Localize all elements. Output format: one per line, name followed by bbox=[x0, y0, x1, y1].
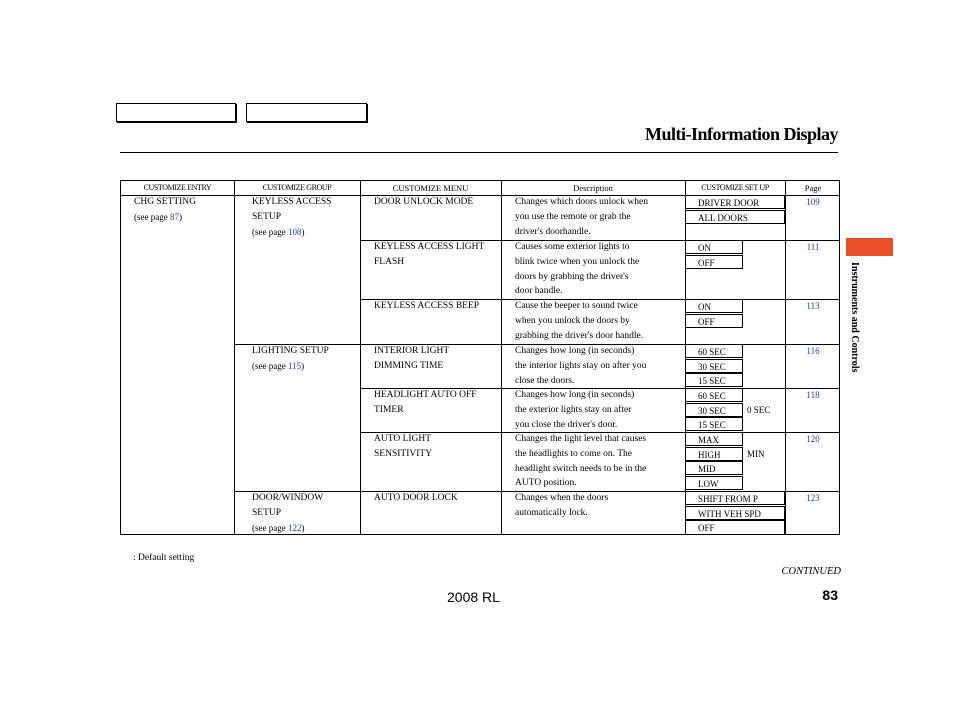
menu-interior-dimming: INTERIOR LIGHT DIMMING TIME bbox=[374, 346, 450, 371]
title-rule bbox=[120, 152, 838, 153]
desc-auto-door-lock: Changes when the doors automatically lock. bbox=[515, 493, 609, 518]
menu-keyless-light-flash: KEYLESS ACCESS LIGHT FLASH bbox=[374, 242, 485, 267]
model-label: 2008 RL bbox=[447, 589, 500, 605]
option-high[interactable]: HIGH bbox=[685, 447, 743, 461]
header-customize-entry: CUSTOMIZE ENTRY bbox=[143, 183, 212, 192]
group-lighting: LIGHTING SETUP (see page 115) bbox=[252, 346, 329, 371]
group-keyless: KEYLESS ACCESS SETUP (see page 108) bbox=[252, 197, 332, 237]
option-60-sec[interactable]: 60 SEC bbox=[685, 344, 743, 358]
page-link-118[interactable]: 118 bbox=[806, 390, 820, 400]
desc-auto-light-sensitivity: Changes the light level that causes the headlights to come on. The headlight switch needs to be in the AUTO position. bbox=[515, 434, 647, 489]
page-link-116[interactable]: 116 bbox=[806, 346, 820, 356]
option-off[interactable]: OFF bbox=[685, 255, 743, 269]
option-off[interactable]: OFF bbox=[685, 314, 743, 328]
option-driver-door[interactable]: DRIVER DOOR bbox=[685, 195, 785, 209]
option-shift-from-p[interactable]: SHIFT FROM P bbox=[685, 491, 785, 505]
option-all-doors[interactable]: ALL DOORS bbox=[685, 210, 785, 224]
desc-keyless-beep: Cause the beeper to sound twice when you unlock the doors by grabbing the driver's door handle. bbox=[515, 301, 644, 341]
option-max[interactable]: MAX bbox=[685, 432, 743, 446]
option-0-sec[interactable]: 0 SEC bbox=[747, 405, 771, 415]
option-low[interactable]: LOW bbox=[685, 476, 743, 490]
option-min[interactable]: MIN bbox=[747, 449, 765, 459]
header-description: Description bbox=[573, 183, 613, 193]
customize-table bbox=[120, 180, 840, 535]
desc-door-unlock-mode: Changes which doors unlock when you use the remote or grab the driver's doorhandle. bbox=[515, 197, 648, 237]
header-customize-menu: CUSTOMIZE MENU bbox=[392, 183, 469, 193]
section-tab-label: Instruments and Controls bbox=[849, 262, 860, 373]
header-customize-group: CUSTOMIZE GROUP bbox=[262, 183, 332, 192]
header-page: Page bbox=[804, 183, 822, 193]
option-on[interactable]: ON bbox=[685, 240, 743, 254]
page-link-111[interactable]: 111 bbox=[806, 242, 820, 252]
menu-auto-door-lock: AUTO DOOR LOCK bbox=[374, 493, 458, 503]
option-off[interactable]: OFF bbox=[685, 520, 785, 534]
desc-headlight-timer: Changes how long (in seconds) the exterior lights stay on after you close the driver's door. bbox=[515, 390, 635, 430]
option-mid[interactable]: MID bbox=[685, 461, 743, 475]
page-link-113[interactable]: 113 bbox=[806, 301, 820, 311]
group-lighting-page-link[interactable]: 115 bbox=[287, 360, 302, 371]
option-15-sec[interactable]: 15 SEC bbox=[685, 373, 743, 387]
menu-headlight-timer: HEADLIGHT AUTO OFF TIMER bbox=[374, 390, 477, 415]
page-link-120[interactable]: 120 bbox=[806, 434, 820, 444]
entry-name: CHG SETTING bbox=[134, 197, 197, 207]
page-link-123[interactable]: 123 bbox=[806, 493, 820, 503]
entry-cell bbox=[134, 195, 234, 225]
menu-auto-light-sensitivity: AUTO LIGHT SENSITIVITY bbox=[374, 434, 433, 459]
option-60-sec[interactable]: 60 SEC bbox=[685, 388, 743, 402]
header-customize-setup: CUSTOMIZE SET UP bbox=[701, 183, 769, 192]
option-30-sec[interactable]: 30 SEC bbox=[685, 359, 743, 373]
option-with-veh-spd[interactable]: WITH VEH SPD bbox=[685, 506, 785, 520]
nav-box-1[interactable] bbox=[116, 103, 236, 122]
desc-interior-dimming: Changes how long (in seconds) the interior lights stay on after you close the doors. bbox=[515, 346, 647, 386]
group-door-window-page-link[interactable]: 122 bbox=[287, 522, 302, 533]
option-15-sec[interactable]: 15 SEC bbox=[685, 417, 743, 431]
entry-page-link[interactable]: 87 bbox=[169, 211, 179, 222]
desc-keyless-light-flash: Causes some exterior lights to blink twice when you unlock the doors by grabbing the driver's door handle. bbox=[515, 242, 640, 297]
nav-box-2[interactable] bbox=[246, 103, 367, 122]
default-setting-legend: : Default setting bbox=[133, 553, 195, 563]
group-door-window: DOOR/WINDOW SETUP (see page 122) bbox=[252, 493, 324, 533]
page-number: 83 bbox=[822, 587, 838, 603]
option-30-sec[interactable]: 30 SEC bbox=[685, 403, 743, 417]
section-tab-marker bbox=[846, 238, 893, 256]
menu-keyless-beep: KEYLESS ACCESS BEEP bbox=[374, 301, 480, 311]
page-title: Multi-Information Display bbox=[644, 124, 838, 144]
menu-door-unlock-mode: DOOR UNLOCK MODE bbox=[374, 197, 474, 207]
page-link-109[interactable]: 109 bbox=[806, 197, 820, 207]
continued-label: CONTINUED bbox=[781, 566, 841, 577]
entry-see-page: (see page 87) bbox=[134, 211, 182, 222]
option-on[interactable]: ON bbox=[685, 299, 743, 313]
group-keyless-page-link[interactable]: 108 bbox=[287, 226, 302, 237]
